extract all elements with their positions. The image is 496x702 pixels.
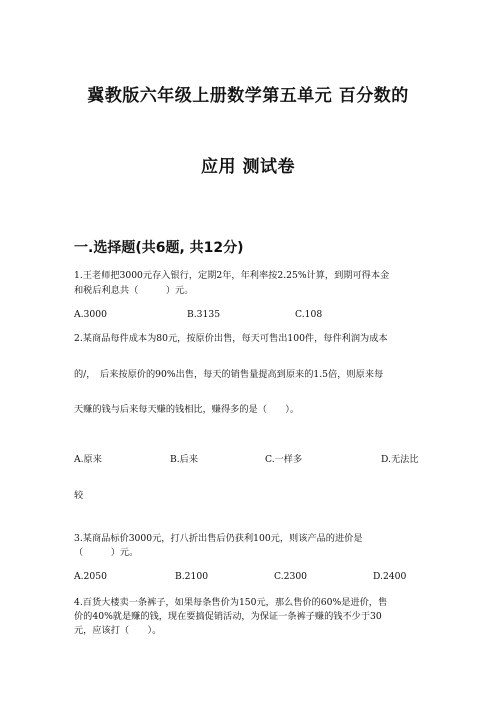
section-heading: 一.选择题(共6题, 共12分)	[74, 240, 244, 256]
question-4-line-3: 元，应该打（ ）。	[74, 625, 162, 636]
question-1-line-1: 1.王老师把3000元存入银行，定期2年，年利率按2.25%计算，到期可得本金	[74, 270, 390, 281]
question-3-option-b: B.2100	[175, 571, 209, 582]
document-title-line-1: 冀教版六年级上册数学第五单元 百分数的	[87, 86, 409, 106]
question-2-line-1: 2.某商品每件成本为80元，按原价出售，每天可售出100件，每件利润为成本	[74, 333, 388, 344]
question-3-line-1: 3.某商品标价3000元，打八折出售后仍获利100元，则该产品的进价是	[74, 533, 363, 544]
question-4-line-2: 价的40%就是赚的钱，现在要搞促销活动，为保证一条裤子赚的钱不少于30	[74, 611, 382, 622]
question-3-option-a: A.2050	[74, 571, 107, 582]
question-2-option-c: C.一样多	[265, 454, 303, 465]
question-2-line-3: 天赚的钱与后来每天赚的钱相比，赚得多的是（ ）。	[74, 404, 300, 415]
question-2-option-d: D.无法比	[381, 454, 419, 465]
question-1-option-b: B.3135	[187, 309, 221, 320]
question-3-option-d: D.2400	[373, 571, 407, 582]
question-1-option-c: C.108	[295, 309, 323, 320]
question-2-option-a: A.原来	[74, 454, 102, 465]
question-3-line-2: （ ）元。	[74, 547, 139, 558]
question-4-line-1: 4.百货大楼卖一条裤子，如果每条售价为150元，那么售价的60%是进价，售	[74, 597, 388, 608]
question-2-option-d-wrap: 较	[74, 490, 84, 501]
question-3-option-c: C.2300	[274, 571, 308, 582]
question-1-option-a: A.3000	[74, 309, 107, 320]
document-title-line-2: 应用 测试卷	[201, 157, 295, 177]
question-1-line-2: 和税后利息共（ ）元。	[74, 285, 194, 296]
question-2-option-b: B.后来	[170, 454, 199, 465]
question-2-line-2: 的/， 后来按原价的90%出售，每天的销售量提高到原来的1.5倍，则原来每	[74, 369, 384, 380]
